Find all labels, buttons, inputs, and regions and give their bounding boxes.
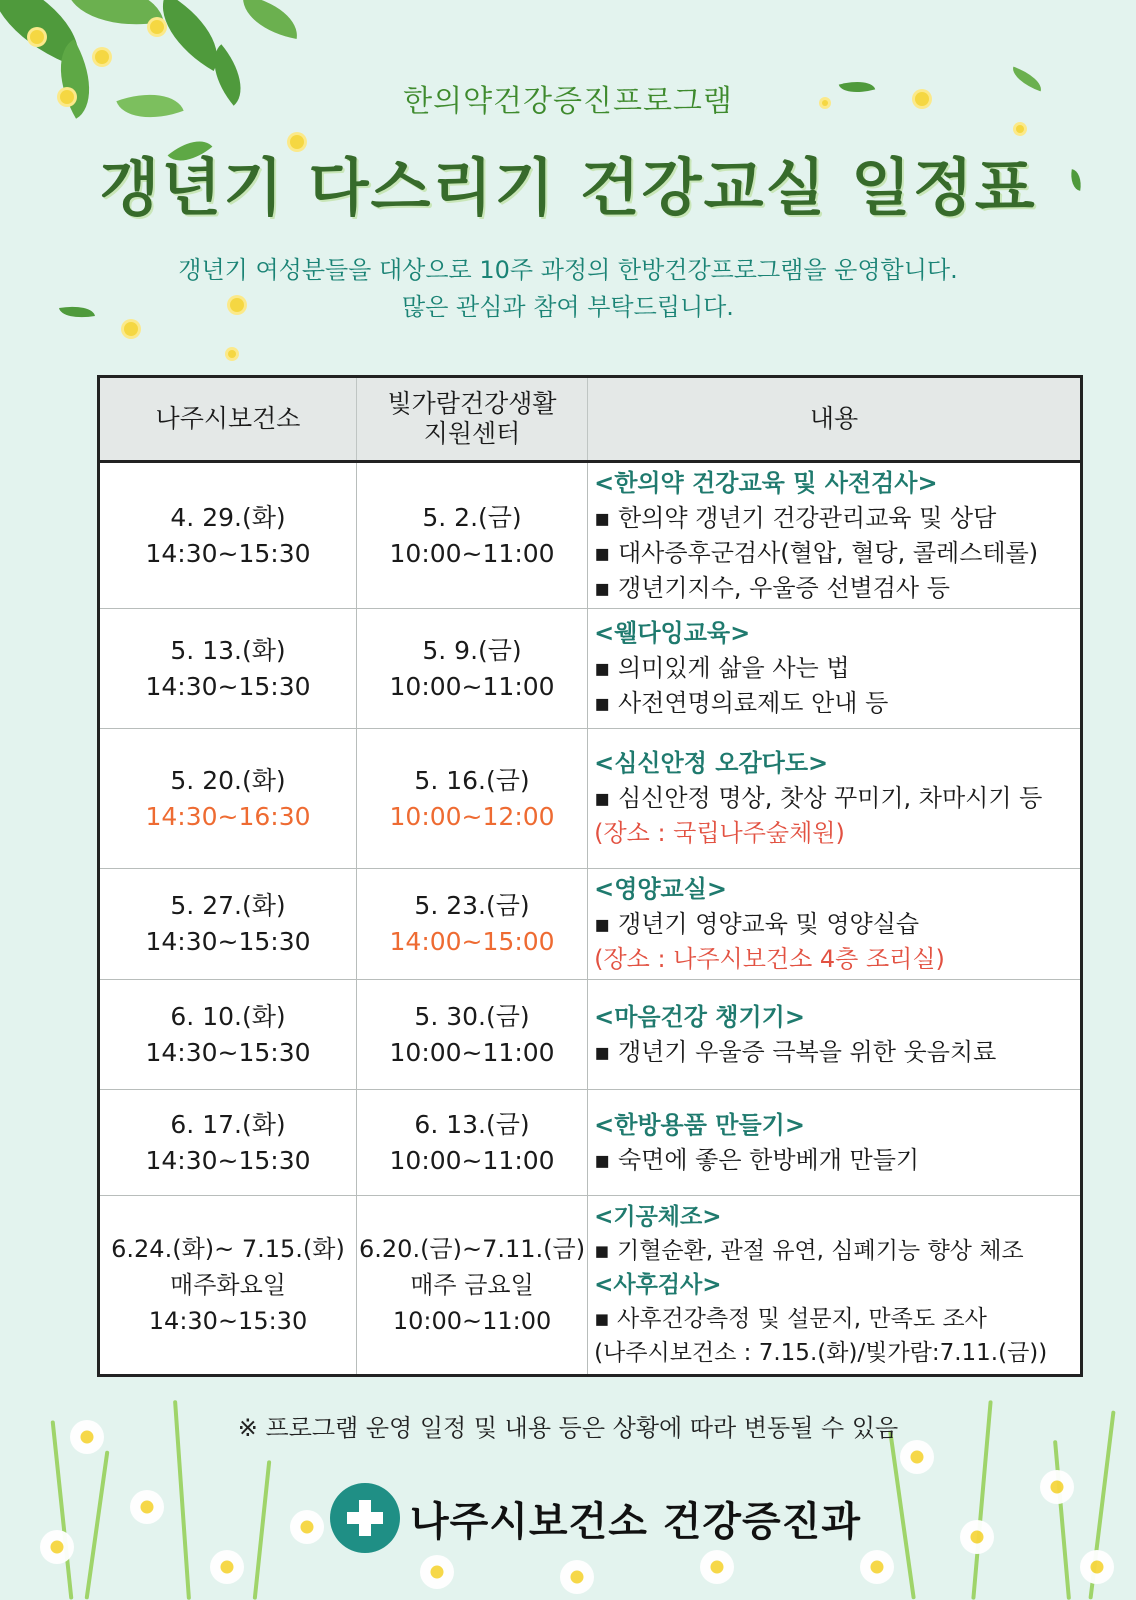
content-title: <한의약 건강교육 및 사전검사> [594, 468, 938, 497]
page-title: 갱년기 다스리기 건강교실 일정표 [99, 151, 1037, 224]
content-title: <심신안정 오감다도> [594, 749, 829, 777]
bitgaram-date-cell [357, 609, 588, 729]
time: 14:30~15:30 [148, 1307, 308, 1335]
naju-date-cell [99, 869, 357, 980]
table-row [99, 980, 1082, 1090]
content-title: <웰다잉교육> [594, 619, 751, 647]
content-location: (장소 : 국립나주숲체원) [594, 819, 845, 847]
time: 10:00~11:00 [389, 538, 555, 568]
intro-line: 갱년기 여성분들을 대상으로 10주 과정의 한방건강프로그램을 운영합니다. [178, 256, 958, 284]
table-row [99, 729, 1082, 869]
content-cell [588, 1196, 1082, 1376]
content-item: ▪ 사후건강측정 및 설문지, 만족도 조사 [594, 1306, 987, 1332]
content-title: <영양교실> [594, 874, 728, 903]
content-item: ▪ 숙면에 좋은 한방베개 만들기 [594, 1145, 920, 1174]
table-row [99, 462, 1082, 609]
time: 10:00~11:00 [389, 1145, 555, 1175]
date: 5. 16.(금) [414, 765, 530, 795]
bitgaram-date-cell [357, 1196, 588, 1376]
intro-text [0, 252, 1136, 326]
date: 5. 2.(금) [422, 502, 522, 532]
header-naju: 나주시보건소 [99, 377, 357, 462]
naju-date-cell [99, 609, 357, 729]
content-item: ▪ 갱년기 영양교육 및 영양실습 [594, 909, 920, 938]
header-content: 내용 [588, 377, 1082, 462]
content-item: ▪ 한의약 갱년기 건강관리교육 및 상담 [594, 503, 997, 532]
content-cell [588, 462, 1082, 609]
date: 5. 27.(화) [170, 891, 286, 920]
time: 14:30~15:30 [145, 1037, 311, 1067]
content-item: ▪ 의미있게 삶을 사는 법 [594, 654, 850, 682]
content-title: <기공체조> [594, 1204, 722, 1230]
date: 4. 29.(화) [170, 502, 286, 532]
intro-line: 많은 관심과 참여 부탁드립니다. [402, 293, 734, 321]
content-cell [588, 1090, 1082, 1196]
content-cell [588, 609, 1082, 729]
time: 14:30~16:30 [145, 801, 311, 831]
date: 5. 20.(화) [170, 765, 286, 795]
content-item: ▪ 사전연명의료제도 안내 등 [594, 689, 889, 717]
header-bitgaram [357, 377, 588, 462]
bitgaram-date-cell [357, 980, 588, 1090]
table-row [99, 1196, 1082, 1376]
date: 5. 9.(금) [422, 635, 522, 665]
time: 14:00~15:00 [389, 927, 555, 956]
bitgaram-date-cell [357, 1090, 588, 1196]
date: 5. 23.(금) [414, 891, 530, 920]
bitgaram-date-cell [357, 462, 588, 609]
naju-date-cell [99, 1196, 357, 1376]
cross-icon [347, 1500, 383, 1536]
content-title: <사후검사> [594, 1272, 722, 1298]
naju-date-cell [99, 1090, 357, 1196]
time: 14:30~15:30 [145, 927, 311, 956]
notice-text: ※ 프로그램 운영 일정 및 내용 등은 상황에 따라 변동될 수 있음 [237, 1414, 899, 1442]
date: 5. 30.(금) [414, 1001, 530, 1031]
time: 10:00~11:00 [392, 1307, 552, 1335]
content-item: ▪ 심신안정 명상, 찻상 꾸미기, 차마시기 등 [594, 784, 1043, 812]
table-header-row [99, 377, 1082, 462]
content-item: ▪ 갱년기지수, 우울증 선별검사 등 [594, 573, 950, 602]
date: 6. 13.(금) [414, 1109, 530, 1139]
content-cell [588, 980, 1082, 1090]
time: 10:00~11:00 [389, 671, 555, 701]
time: 14:30~15:30 [145, 671, 311, 701]
date-range: 6.20.(금)~7.11.(금) [359, 1235, 586, 1263]
naju-date-cell [99, 462, 357, 609]
time: 14:30~15:30 [145, 538, 311, 568]
content-item: ▪ 대사증후군검사(혈압, 혈당, 콜레스테롤) [594, 538, 1039, 567]
content-note: (나주시보건소 : 7.15.(화)/빛가람:7.11.(금)) [594, 1340, 1048, 1366]
date: 5. 13.(화) [170, 635, 286, 665]
content-location: (장소 : 나주시보건소 4층 조리실) [594, 944, 945, 973]
weekday: 매주화요일 [170, 1271, 286, 1299]
content-title: <한방용품 만들기> [594, 1110, 805, 1139]
date: 6. 17.(화) [170, 1109, 286, 1139]
bitgaram-date-cell [357, 869, 588, 980]
program-subtitle: 한의약건강증진프로그램 [403, 84, 733, 119]
naju-date-cell [99, 729, 357, 869]
weekday: 매주 금요일 [410, 1271, 534, 1299]
content-item: ▪ 갱년기 우울증 극복을 위한 웃음치료 [594, 1037, 997, 1066]
content-cell [588, 869, 1082, 980]
schedule-table [97, 375, 1083, 1377]
table-row [99, 1090, 1082, 1196]
date: 6. 10.(화) [170, 1001, 286, 1031]
naju-date-cell [99, 980, 357, 1090]
table-row [99, 609, 1082, 729]
footer-org [330, 1478, 861, 1558]
time: 10:00~12:00 [389, 801, 555, 831]
time: 14:30~15:30 [145, 1145, 311, 1175]
time: 10:00~11:00 [389, 1037, 555, 1067]
table-row [99, 869, 1082, 980]
health-cross-logo-icon [330, 1483, 400, 1553]
footer-org-name: 나주시보건소 건강증진과 [410, 1498, 861, 1545]
content-item: ▪ 기혈순환, 관절 유연, 심폐기능 향상 체조 [594, 1238, 1024, 1264]
date-range: 6.24.(화)~ 7.15.(화) [111, 1235, 345, 1263]
bitgaram-date-cell [357, 729, 588, 869]
content-title: <마음건강 챙기기> [594, 1002, 805, 1031]
header-bitgaram-label: 빛가람건강생활 지원센터 [387, 389, 557, 448]
content-cell [588, 729, 1082, 869]
